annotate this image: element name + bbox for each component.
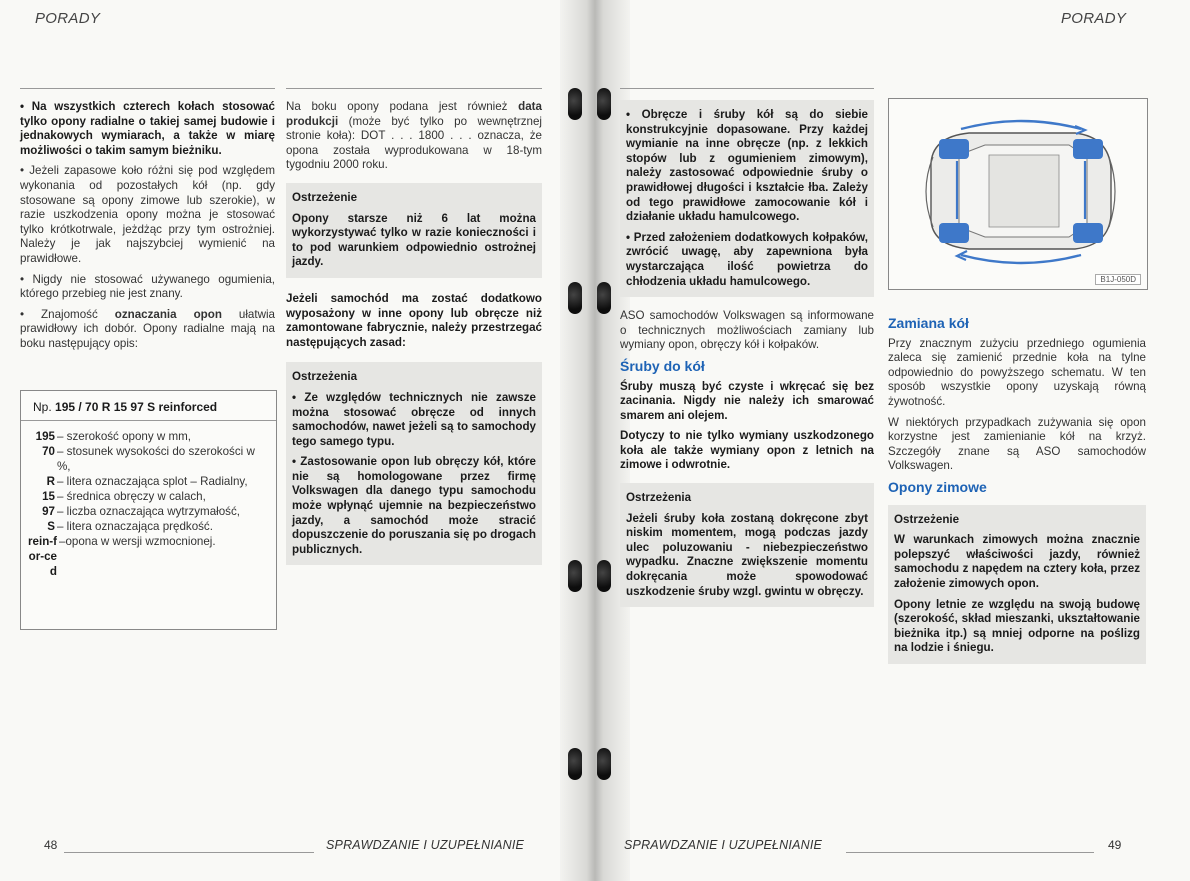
warning-box-bolts [620, 483, 874, 607]
divider [20, 88, 275, 89]
tire-marking-row: 97 – liczba oznaczająca wytrzymałość, [42, 505, 240, 518]
left-column-1 [20, 100, 275, 358]
binder-ring-icon [597, 560, 611, 592]
divider [846, 852, 1094, 853]
section-title-winter-tires: Opony zimowe [888, 478, 987, 495]
car-top-view-icon [889, 99, 1147, 289]
warning-text: Opony starsze niż 6 lat można wykorzystywać tylko w razie konieczności i to pod warunkiem odpowiednio ostrożnej jazdy. [292, 211, 536, 269]
warning-title: Ostrzeżenia [292, 370, 358, 384]
warning-box-old-tires [286, 183, 542, 278]
footer-page-number-right: 49 [1108, 838, 1122, 852]
warning-text: Jeżeli śruby koła zostaną dokręcone zbyt niskim momentem, mogą podczas jazdy ulec poluzowaniu - niebezpieczeństwo wypadku. Znaczne zwiększenie momentu dokręcania może spowodować uszkodzenie śruby wzgl. gwintu w obręczy. [626, 511, 868, 598]
tip-used-tires: • Nigdy nie stosować używanego ogumienia, którego przebieg nie jest znany. [20, 272, 275, 301]
tire-marking-row: rein-for-ced –opona w wersji wzmocnionej. [28, 535, 216, 578]
binder-ring-icon [597, 748, 611, 780]
info-box-rims-bolts [620, 100, 874, 297]
tip-tire-marking: • Znajomość oznaczania opon ułatwia prawidłowy ich dobór. Opony radialne mają na boku następujący opis: [20, 307, 275, 350]
divider [620, 88, 874, 89]
tire-marking-row: R – litera oznaczająca splot – Radialny, [46, 475, 248, 488]
binder-ring-icon [597, 88, 611, 120]
aso-note: ASO samochodów Volkswagen są informowane o technicznych możliwościach zamiany lub wymiany opon, obręczy kół i kołpaków. [620, 309, 874, 352]
warning-text: W warunkach zimowych można znacznie polepszyć właściwości jazdy, również samochodu z napędem na cztery koła, przez założenie zimowych opon. [894, 533, 1140, 590]
tire-marking-row: 70 – stosunek wysokości do szerokości w %, [42, 445, 255, 473]
figure-code: B1J-050D [1095, 274, 1141, 285]
section-title-wheel-rotation: Zamiana kół [888, 315, 969, 331]
left-column-2 [286, 100, 542, 565]
additional-equipment-note: Jeżeli samochód ma zostać dodatkowo wyposażony w inne opony lub obręcze niż zamontowane fabrycznie, należy przestrzegać następujących zasad: [286, 291, 542, 349]
warning-title: Ostrzeżenia [626, 491, 692, 505]
bolts-note: Śruby muszą być czyste i wkręcać się bez zacinania. Nigdy nie należy ich smarować smarem ani olejem. [620, 379, 874, 422]
tire-marking-box [20, 390, 277, 630]
warning-title: Ostrzeżenie [894, 512, 960, 526]
production-date-note: Na boku opony podana jest również data produkcji (może być tylko po wewnętrznej stronie koła): DOT . . . 1800 . . . oznacza, że opona została wyprodukowana w 18-tym tygodniu 2000 roku. [286, 100, 542, 172]
wheel-rotation-diagram [888, 98, 1148, 290]
footer-title-left: SPRAWDZANIE I UZUPEŁNIANIE [326, 838, 525, 852]
info-text: • Przed założeniem dodatkowych kołpaków, zwrócić uwagę, aby zapewniona była wystarczająca ilość powietrza do chłodzenia układu hamulcowego. [626, 230, 868, 288]
section-title-wheel-bolts: Śruby do kół [620, 357, 705, 374]
right-column-1 [620, 100, 874, 607]
tip-radial-tires: • Na wszystkich czterech kołach stosować tylko opony radialne o takiej samej budowie i jednakowych wymiarach, a także w miarę możliwości o takim samym bieżniku. [20, 100, 275, 157]
binder-ring-icon [568, 560, 582, 592]
divider [64, 852, 314, 853]
page-header-right: PORADY [1061, 10, 1127, 27]
warning-text: • Zastosowanie opon lub obręczy kół, które nie są homologowane przez firmę Volkswagen dla danego typu samochodu może wpłynąć ujemnie na bezpieczeństwo jazdy, a samochód może stracić dopuszczenie do poruszania się po drogach publicznych. [292, 455, 536, 556]
right-column-2 [888, 312, 1146, 664]
tire-marking-row: S – litera oznaczająca prędkość. [47, 520, 213, 533]
footer-title-right: SPRAWDZANIE I UZUPEŁNIANIE [624, 838, 823, 852]
warning-text: Opony letnie ze względu na swoją budowę (szerokość, skład mieszanki, ukształtowanie bieżnika itp.) są mniej odporne na poślizg na lodzie i śniegu. [894, 597, 1140, 655]
binder-ring-icon [568, 88, 582, 120]
binder-ring-icon [568, 748, 582, 780]
warning-title: Ostrzeżenie [292, 190, 358, 204]
warning-text: • Ze względów technicznych nie zawsze można stosować obręcze od innych samochodów, nawet jeżeli są to samochody tego samego typu. [292, 390, 536, 448]
warning-box-winter [888, 505, 1146, 664]
tire-marking-row: 195 – szerokość opony w mm, [35, 430, 192, 443]
rotation-note-2: W niektórych przypadkach zużywania się opon korzystne jest zamienianie kół na krzyż. Szczegóły znane są ASO samochodów Volkswagen. [888, 415, 1146, 473]
info-text: • Obręcze i śruby kół są do siebie konstrukcyjnie dopasowane. Przy każdej wymianie na inne obręcze (np. z lekkich stopów lub z ogumieniem zimowym), należy zastosować odpowiednie śruby o prawidłowej długości i kształcie łba. Zależy od tego prawidłowe zamocowanie kół i działanie układu hamulcowego. [626, 108, 868, 224]
page-header-left: PORADY [35, 10, 101, 27]
tip-spare-wheel: • Jeżeli zapasowe koło różni się pod względem wykonania od pozostałych kół (np. gdy stosowane są opony zimowe lub szerokie), w razie uszkodzenia opony można je stosować tylko krótkotrwale, jeżdżąc przy tym ostrożniej. Należy je jak najszybciej wymienić na prawidłowe. [20, 164, 275, 265]
rotation-note: Przy znacznym zużyciu przedniego ogumienia zaleca się zamienić przednie koła na tylne odpowiednio do powyższego schematu. W ten sposób wszystkie opony uzyskają równą żywotność. [888, 336, 1146, 408]
footer-page-number-left: 48 [44, 838, 58, 852]
binder-ring-icon [568, 282, 582, 314]
binder-ring-icon [597, 282, 611, 314]
divider [286, 88, 542, 89]
warning-box-rims [286, 362, 542, 565]
bolts-note-2: Dotyczy to nie tylko wymiany uszkodzonego koła ale także wymiany opon z letnich na zimowe i odwrotnie. [620, 429, 874, 472]
tire-marking-example: Np. 195 / 70 R 15 97 S reinforced [21, 391, 276, 421]
tire-marking-row: 15 – średnica obręczy w calach, [42, 490, 206, 503]
